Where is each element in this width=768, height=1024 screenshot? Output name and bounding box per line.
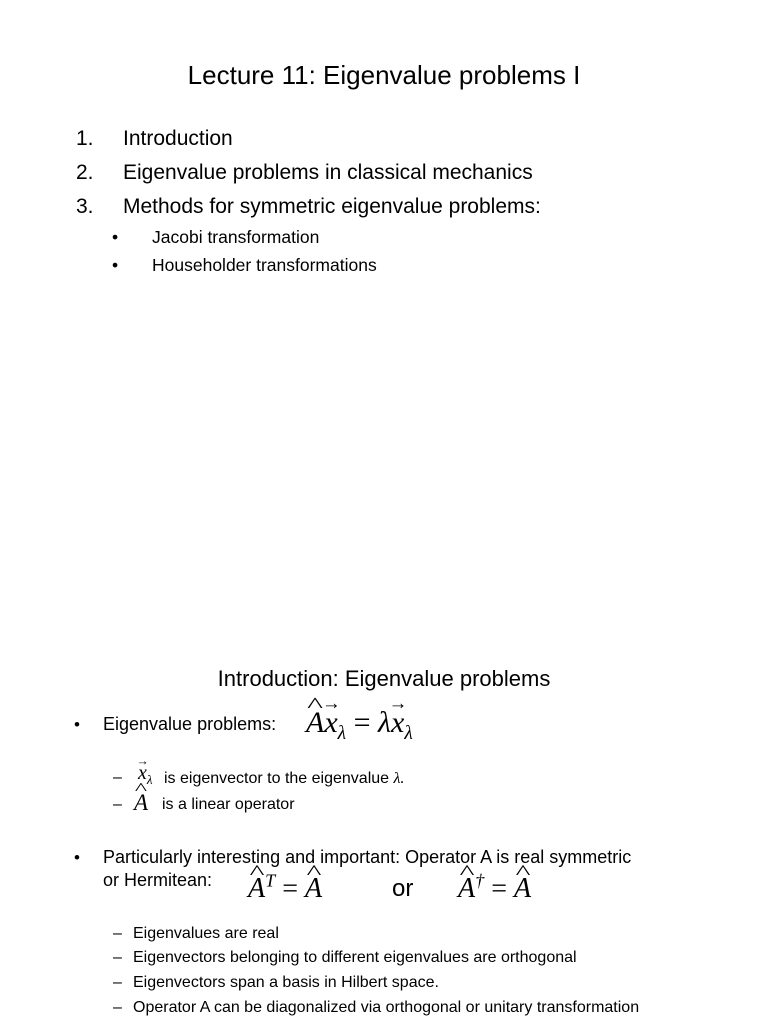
bullet-2-marker: • <box>74 848 80 867</box>
item-2-number: 2. <box>76 161 94 184</box>
or-word: or <box>392 875 414 902</box>
lambda-subscript-small: λ <box>146 772 153 787</box>
equals-sign-2: = <box>491 873 507 905</box>
subitem-1-label: Jacobi transformation <box>152 227 320 247</box>
bullet-2-line-2: or Hermitean: <box>103 870 213 890</box>
operator-a-rhs-2: ^ A <box>514 873 531 905</box>
operator-a-small <box>134 790 148 816</box>
operator-a-dagger-base: ^ A <box>458 873 475 905</box>
bullet-1-marker: • <box>74 715 80 734</box>
dash-1-text <box>164 770 404 788</box>
vector-x-small: → x <box>138 762 147 785</box>
item-1-label: Introduction <box>123 127 233 150</box>
dash-2-text: is a linear operator <box>162 796 295 813</box>
equals-sign-1: = <box>282 873 299 905</box>
equals-sign: = <box>353 706 371 739</box>
subitem-1-bullet: • <box>112 227 119 247</box>
bullet-2-line-1: Particularly interesting and important: Operator A is real symmetric <box>103 847 632 867</box>
bullet-1-label: Eigenvalue problems: <box>103 714 277 734</box>
subitem-2-label: Householder transformations <box>152 255 377 275</box>
eigenvalue-lambda: λ. <box>393 770 405 787</box>
item-2-label: Eigenvalue problems in classical mechanics <box>123 161 533 184</box>
lambda-subscript-rhs: λ <box>404 723 413 744</box>
operator-a-transpose-base: ^ A <box>248 873 265 905</box>
property-1-dash: – <box>113 925 122 942</box>
vector-x-rhs: → x <box>391 706 404 740</box>
hermitean-equation <box>248 871 322 905</box>
property-2-dash: – <box>113 949 122 966</box>
item-3-number: 3. <box>76 195 94 218</box>
operator-a-hat: ^ A <box>306 706 324 740</box>
dash-1-marker: – <box>113 769 122 786</box>
operator-a-small-hat: ^ A <box>134 790 148 816</box>
subitem-2-bullet: • <box>112 255 119 275</box>
item-3-label: Methods for symmetric eigenvalue problems: <box>123 195 541 218</box>
slide-2-title: Introduction: Eigenvalue problems <box>217 666 551 691</box>
property-1-text: Eigenvalues are real <box>133 925 279 942</box>
operator-a-rhs-1: ^ A <box>305 873 322 905</box>
property-2-text: Eigenvectors belonging to different eigenvalues are orthogonal <box>133 949 577 966</box>
dagger-superscript: † <box>475 871 485 891</box>
lambda-symbol: λ <box>378 706 392 739</box>
property-4-dash: – <box>113 999 122 1016</box>
property-4-text: Operator A can be diagonalized via orthogonal or unitary transformation <box>133 999 640 1016</box>
item-1-number: 1. <box>76 127 94 150</box>
vector-x: → x <box>324 706 337 740</box>
property-3-text: Eigenvectors span a basis in Hilbert space. <box>133 974 439 991</box>
slide-1-title: Lecture 11: Eigenvalue problems I <box>187 60 581 90</box>
property-3-dash: – <box>113 974 122 991</box>
hermitean-equation-2 <box>458 871 531 905</box>
dash-2-marker: – <box>113 796 122 813</box>
transpose-superscript: T <box>265 871 276 891</box>
dash-1-description: is eigenvector to the eigenvalue <box>164 770 390 787</box>
eigenvalue-equation <box>306 706 413 745</box>
lambda-subscript: λ <box>337 723 347 744</box>
